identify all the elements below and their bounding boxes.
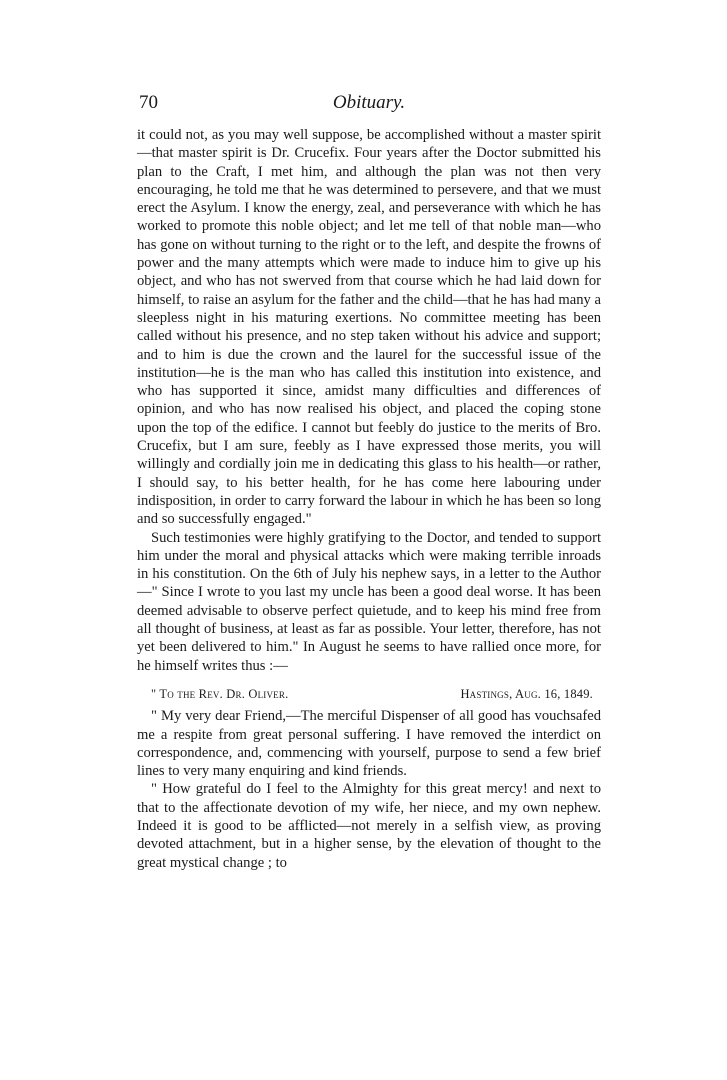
letter-place-date: Hastings, Aug. 16, 1849. [460,686,593,701]
body-text [137,126,601,872]
page-header [137,92,601,118]
paragraph-speech-continuation: it could not, as you may well suppose, be accomplished without a master spirit—that master spirit is Dr. Crucefix. Four years after the Doctor submitted his plan to the Craft, I met him, and although the plan was not then very encouraging, he told me that he was determined to persevere, and that we must erect the Asylum. I know the energy, zeal, and perseverance with which he has worked to promote this noble object; and let me tell of that noble man—who has gone on without turning to the right or to the left, and despite the frowns of power and the many attempts which were made to induce him to give up his object, and who has not swerved from that course which he had laid down for himself, to raise an asylum for the father and the child—that he has had many a sleepless night in his maturing exertions. No committee meeting has been called without his presence, and no step taken without his advice and support; and to him is due the crown and the laurel for the successful issue of the institution—he is the man who has called this institution into existence, and who has supported it since, amidst many difficulties and differences of opinion, and who has now realised his object, and placed the coping stone upon the top of the edifice. I cannot but feebly do justice to the merits of Bro. Crucefix, but I am sure, feebly as I have expressed those merits, you will willingly and cordially join me in dedicating this glass to his health—or rather, I should say, to his better health, for he has come here labouring under indisposition, in order to carry forward the labour in which he has been so long and so successfully engaged." [137,127,601,528]
paragraph-letter-gratitude: " How grateful do I feel to the Almighty for this great mercy! and next to that to the affectionate devotion of my wife, her niece, and my own nephew. Indeed it is good to be afflicted—not merely in a selfish view, as proving devoted attachment, but in a higher sense, by the elevation of thought to the great mystical change ; to [137,781,601,871]
page-number: 70 [139,92,158,113]
letter-salutation: " To the Rev. Dr. Oliver. [151,686,289,701]
letter-heading [137,685,601,703]
running-title: Obituary. [332,92,406,113]
paragraph-letter-opening: " My very dear Friend,—The merciful Dispenser of all good has vouchsafed me a respite from great personal suffering. I have removed the interdict on correspondence, and, commencing with yourself, purpose to send a few brief lines to very many enquiring and kind friends. [137,708,601,780]
paragraph-testimonies: Such testimonies were highly gratifying to the Doctor, and tended to support him under the moral and physical attacks which were making terrible inroads in his constitution. On the 6th of July his nephew says, in a letter to the Author—" Since I wrote to you last my uncle has been a good deal worse. It has been deemed advisable to observe perfect quietude, and to keep his mind free from all thought of business, at least as far as possible. Your letter, therefore, has not yet been delivered to him." In August he seems to have rallied once more, for he himself writes thus :— [137,529,601,674]
book-page [137,92,601,872]
